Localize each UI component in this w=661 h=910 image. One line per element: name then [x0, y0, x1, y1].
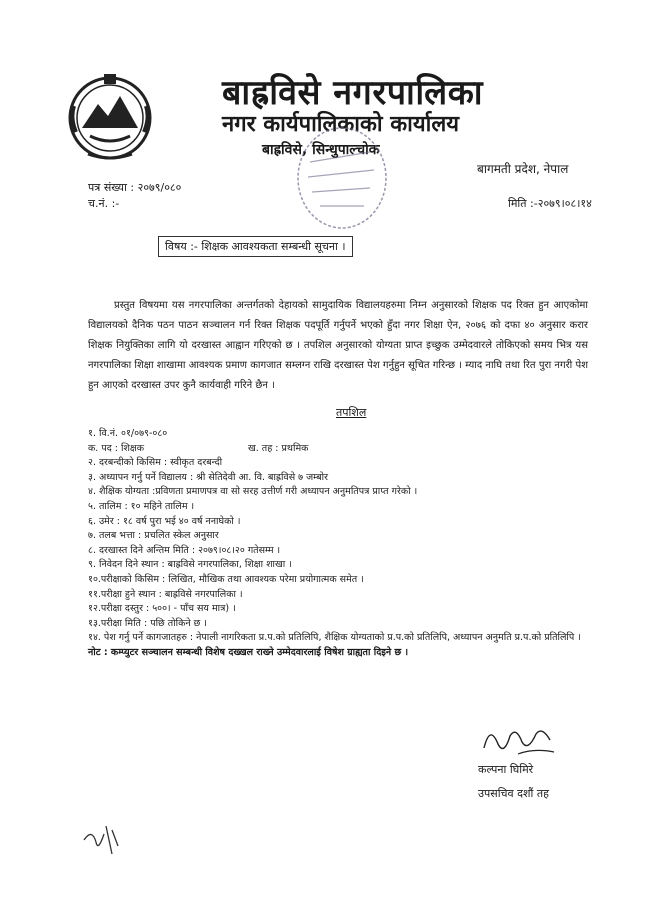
province-name: बागमती प्रदेश, नेपाल: [477, 162, 569, 176]
list-item: १४. पेश गर्नु पर्ने कागजातहरु : नेपाली नागरिकता प्र.प.को प्रतिलिपि, शैक्षिक योग्यताको प्र.प.को प्रतिलिपि, अध्यापन अनुमति प्र.प.को प्रतिलिपि ।: [88, 632, 581, 644]
list-item: ९. निवेदन दिने स्थान : बाह्रविसे नगरपालिका, शिक्षा शाखा ।: [88, 559, 292, 571]
subject-line: विषय :- शिक्षक आवश्यकता सम्बन्धी सूचना ।: [158, 236, 353, 257]
municipality-title: बाह्रविसे नगरपालिका: [222, 73, 484, 113]
level-label: ख. तह : प्रथमिक: [248, 442, 309, 454]
list-item: १३.परीक्षा मिति : पछि तोकिने छ ।: [88, 617, 207, 629]
post-label: क. पद : शिक्षक: [88, 442, 145, 454]
list-item: ५. तालिम : १० महिने तालिम ।: [88, 500, 195, 512]
notice-body: [88, 296, 588, 396]
list-item: ८. दरखास्त दिने अन्तिम मिति : २०७९।०८।२० गतेसम्म ।: [88, 544, 281, 556]
list-item: [88, 442, 588, 457]
list-item: ७. तलब भत्ता : प्रचलित स्केल अनुसार: [88, 530, 219, 542]
list-item: १. वि.नं. ०१/०७९-०८०: [88, 428, 168, 439]
signatory-designation: उपसचिव दशौं तह: [478, 787, 549, 800]
office-stamp-icon: [290, 122, 390, 232]
list-item: २. दरबन्दीको किसिम : स्वीकृत दरबन्दी: [88, 457, 223, 469]
signatory-name: कल्पना घिमिरे: [478, 763, 534, 776]
notice-body-text: प्रस्तुत विषयमा यस नगरपालिका अन्तर्गतको देहायको सामुदायिक विद्यालयहरुमा निम्न अनुसारको शिक्षक पद रिक्त हुन आएकोमा विद्यालयको दैनिक पठन पाठन सञ्चालन गर्न रिक्त शिक्षक पदपूर्ति गर्नुपर्ने भएको हुँदा नगर शिक्षा ऐन, २०७६ को दफा ४० अनुसार करार शिक्षक नियुक्तिका लागि यो दरखास्त आह्वान गरिएको छ । तपशिल अनुसारको योग्यता प्राप्त इच्छुक उम्मेदवारले तोकिएको समय भित्र यस नगरपालिका शिक्षा शाखामा आवश्यक प्रमाण कागजात सम्लग्न राखि दरखास्त पेश गर्नुहुन सूचित गरिन्छ । म्याद नाघि तथा रित पुरा नगरी पेश हुन आएको दरखास्त उपर कुनै कार्यवाही गरिने छैन ।: [88, 300, 588, 391]
nepal-emblem-icon: [60, 66, 160, 166]
signature-icon: [478, 718, 568, 764]
initials-icon: [78, 820, 128, 860]
list-item: ११.परीक्षा हुने स्थान : बाह्रविसे नगरपालिका ।: [88, 588, 243, 600]
office-title: नगर कार्यपालिकाको कार्यालय: [222, 112, 459, 137]
note-line: नोट : कम्प्युटर सञ्चालन सम्बन्धी विशेष दख्खल राख्ने उम्मेदवारलाई विषेश ग्राह्यता दिइने छ ।: [88, 646, 409, 658]
list-item: ६. उमेर : १८ वर्ष पुरा भई ४० वर्ष ननाघेको ।: [88, 515, 241, 527]
dispatch-number: च.नं. :-: [88, 197, 120, 210]
details-heading: तपशिल: [336, 406, 367, 419]
reference-number: पत्र संख्या : २०७९/०८०: [88, 181, 182, 194]
letter-date: मिति :-२०७९।०८।१४: [508, 197, 592, 210]
list-item: ३. अध्यापन गर्नु पर्ने विद्यालय : श्री सेतिदेवी आ. वि. बाह्रविसे ७ जम्बोर: [88, 471, 328, 483]
office-address: बाह्रविसे, सिन्धुपाल्चोक: [262, 142, 380, 158]
list-item: ४. शैक्षिक योग्यता :प्रविणता प्रमाणपत्र वा सो सरह उत्तीर्ण गरी अध्यापन अनुमतिपत्र प्राप्त गरेको ।: [88, 486, 418, 498]
list-item: १०.परीक्षाको किसिम : लिखित, मौखिक तथा आवश्यक परेमा प्रयोगात्मक समेत ।: [88, 573, 364, 585]
list-item: १२.परीक्षा दस्तुर : ५००। - पाँच सय मात्र) ।: [88, 603, 236, 615]
details-list: [88, 427, 588, 661]
